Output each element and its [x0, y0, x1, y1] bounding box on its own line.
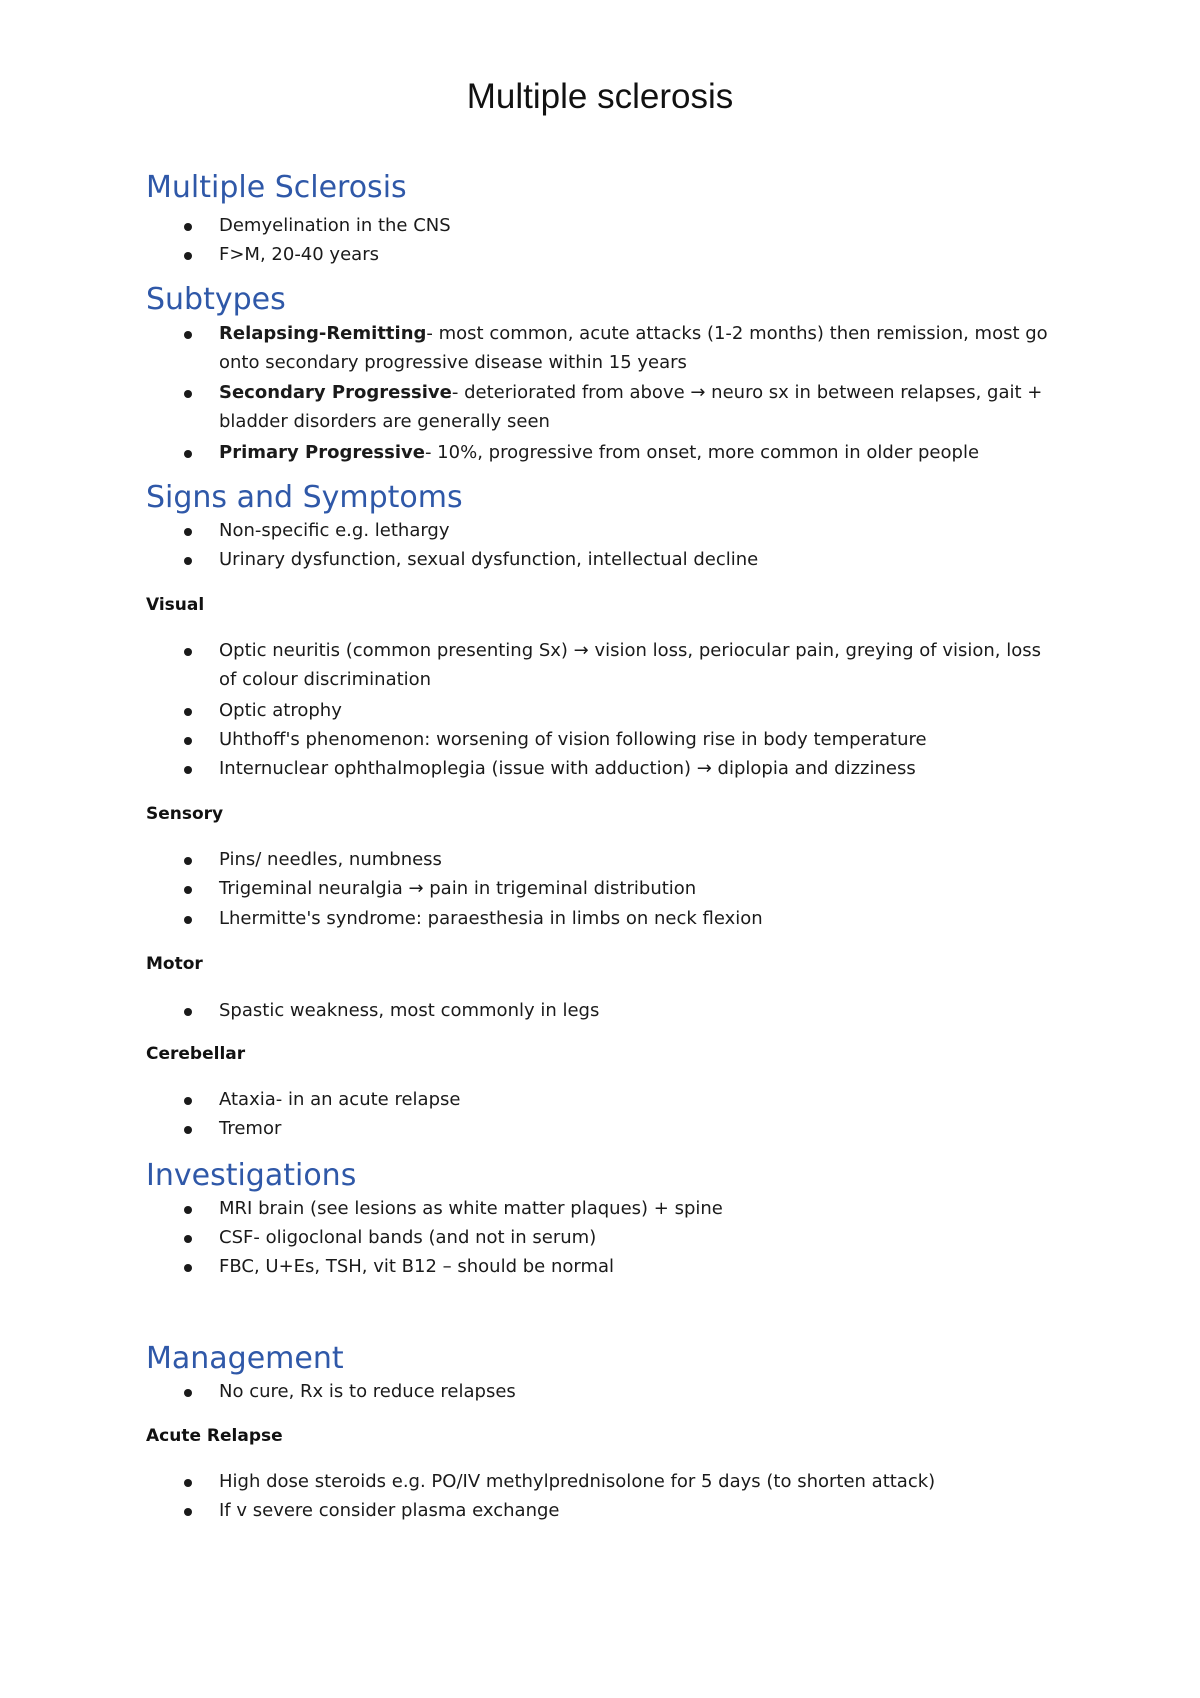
bullet-icon	[184, 857, 192, 865]
list-item: Optic neuritis (common presenting Sx) → vision loss, periocular pain, greying of vision, loss	[219, 640, 1041, 661]
bullet-icon	[184, 766, 192, 774]
subheading-sensory: Sensory	[146, 804, 224, 824]
subheading-acute-relapse: Acute Relapse	[146, 1426, 283, 1446]
list-item: Trigeminal neuralgia → pain in trigeminal distribution	[219, 878, 697, 899]
list-item: Tremor	[219, 1118, 282, 1139]
list-item: Non-specific e.g. lethargy	[219, 520, 450, 541]
list-item: No cure, Rx is to reduce relapses	[219, 1381, 516, 1402]
list-item: Optic atrophy	[219, 700, 342, 721]
list-item: MRI brain (see lesions as white matter plaques) + spine	[219, 1198, 723, 1219]
subheading-cerebellar: Cerebellar	[146, 1044, 246, 1064]
bullet-icon	[184, 1235, 192, 1243]
heading-multiple-sclerosis: Multiple Sclerosis	[146, 170, 407, 205]
heading-investigations: Investigations	[146, 1158, 357, 1193]
heading-subtypes: Subtypes	[146, 282, 286, 317]
bullet-icon	[184, 648, 192, 656]
bullet-icon	[184, 1126, 192, 1134]
list-item	[219, 322, 1048, 346]
document-title: Multiple sclerosis	[466, 77, 734, 116]
bullet-icon	[184, 916, 192, 924]
list-item: If v severe consider plasma exchange	[219, 1500, 560, 1521]
list-item	[219, 381, 1042, 405]
list-item: CSF- oligoclonal bands (and not in serum)	[219, 1227, 597, 1248]
bullet-icon	[184, 450, 192, 458]
bullet-icon	[184, 390, 192, 398]
bullet-icon	[184, 1008, 192, 1016]
bullet-icon	[184, 886, 192, 894]
term: Primary Progressive	[219, 442, 425, 463]
heading-signs-and-symptoms: Signs and Symptoms	[146, 480, 463, 515]
bullet-icon	[184, 223, 192, 231]
list-item: F>M, 20-40 years	[219, 244, 379, 265]
bullet-icon	[184, 1508, 192, 1516]
list-item	[219, 441, 979, 465]
term-description: - deteriorated from above → neuro sx in between relapses, gait +	[451, 382, 1043, 403]
bullet-icon	[184, 528, 192, 536]
bullet-icon	[184, 331, 192, 339]
bullet-icon	[184, 252, 192, 260]
list-item-continuation: of colour discrimination	[219, 669, 432, 690]
bullet-icon	[184, 1097, 192, 1105]
list-item: Ataxia- in an acute relapse	[219, 1089, 461, 1110]
bullet-icon	[184, 1479, 192, 1487]
list-item: High dose steroids e.g. PO/IV methylprednisolone for 5 days (to shorten attack)	[219, 1471, 936, 1492]
list-item: Lhermitte's syndrome: paraesthesia in limbs on neck flexion	[219, 908, 763, 929]
list-item: FBC, U+Es, TSH, vit B12 – should be normal	[219, 1256, 615, 1277]
list-item: Spastic weakness, most commonly in legs	[219, 1000, 600, 1021]
term-description: - most common, acute attacks (1-2 months) then remission, most go	[426, 323, 1048, 344]
bullet-icon	[184, 1264, 192, 1272]
heading-management: Management	[146, 1341, 344, 1376]
list-item: Uhthoff's phenomenon: worsening of vision following rise in body temperature	[219, 729, 927, 750]
list-item: Pins/ needles, numbness	[219, 849, 442, 870]
list-item: Internuclear ophthalmoplegia (issue with adduction) → diplopia and dizziness	[219, 758, 916, 779]
bullet-icon	[184, 1206, 192, 1214]
bullet-icon	[184, 708, 192, 716]
bullet-icon	[184, 737, 192, 745]
term: Relapsing-Remitting	[219, 323, 427, 344]
term-description: - 10%, progressive from onset, more common in older people	[424, 442, 980, 463]
list-item: Demyelination in the CNS	[219, 215, 451, 236]
list-item-continuation: bladder disorders are generally seen	[219, 411, 550, 432]
subheading-motor: Motor	[146, 954, 203, 974]
list-item: Urinary dysfunction, sexual dysfunction, intellectual decline	[219, 549, 759, 570]
term: Secondary Progressive	[219, 382, 452, 403]
list-item-continuation: onto secondary progressive disease within 15 years	[219, 352, 687, 373]
subheading-visual: Visual	[146, 595, 205, 615]
bullet-icon	[184, 557, 192, 565]
bullet-icon	[184, 1389, 192, 1397]
